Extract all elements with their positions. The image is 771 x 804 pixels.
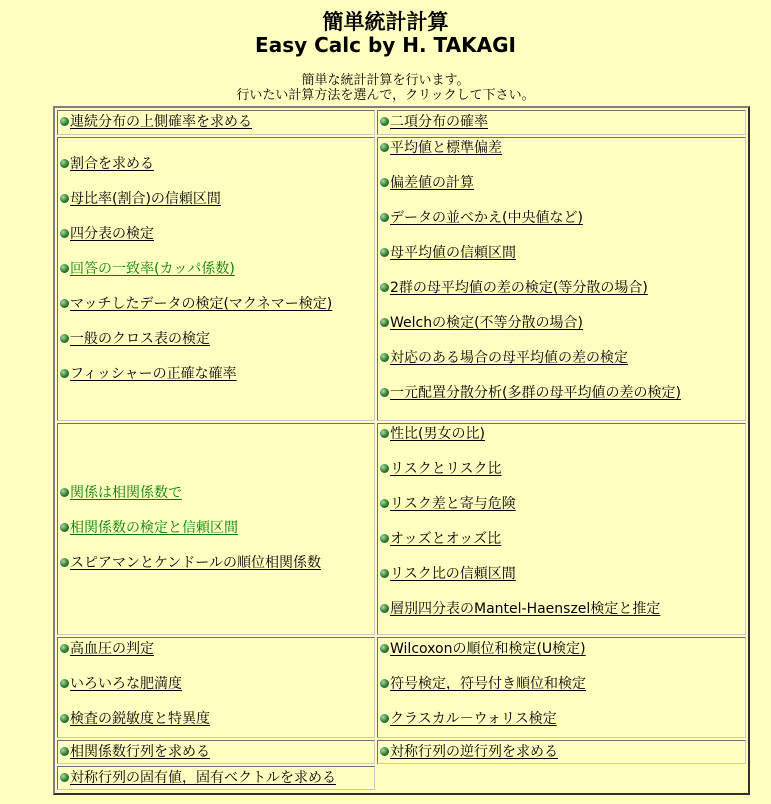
menu-link[interactable] bbox=[380, 459, 501, 479]
menu-link-label[interactable]: 偏差値の計算 bbox=[390, 175, 474, 191]
menu-link-label[interactable]: 層別四分表のMantel-Haenszel検定と推定 bbox=[390, 601, 661, 617]
menu-link[interactable] bbox=[380, 599, 660, 619]
menu-link-label[interactable]: 連続分布の上側確率を求める bbox=[70, 114, 252, 130]
menu-link[interactable] bbox=[380, 742, 558, 762]
bullet-icon bbox=[380, 178, 389, 187]
menu-link-label[interactable]: 関係は相関係数で bbox=[70, 485, 182, 501]
menu-link-label[interactable]: 検査の鋭敏度と特異度 bbox=[70, 711, 210, 727]
bullet-icon bbox=[380, 429, 389, 438]
menu-link-label[interactable]: マッチしたデータの検定(マクネマー検定) bbox=[70, 296, 333, 312]
menu-link[interactable] bbox=[380, 529, 501, 549]
bullet-icon bbox=[380, 143, 389, 152]
menu-link-label[interactable]: 四分表の検定 bbox=[70, 226, 154, 242]
menu-cell-r1-right bbox=[377, 110, 746, 135]
menu-link-label[interactable]: リスクとリスク比 bbox=[390, 461, 502, 477]
menu-link[interactable] bbox=[60, 742, 210, 762]
menu-link-label[interactable]: 対称行列の固有値，固有ベクトルを求める bbox=[70, 770, 336, 786]
menu-cell-r6-left bbox=[57, 766, 375, 790]
bullet-icon bbox=[60, 369, 69, 378]
bullet-icon bbox=[60, 523, 69, 532]
bullet-icon bbox=[60, 714, 69, 723]
bullet-icon bbox=[380, 283, 389, 292]
menu-link-label[interactable]: オッズとオッズ比 bbox=[390, 531, 502, 547]
menu-link-label[interactable]: リスク差と寄与危険 bbox=[390, 496, 516, 512]
menu-link[interactable] bbox=[60, 674, 182, 694]
bullet-icon bbox=[60, 194, 69, 203]
bullet-icon bbox=[60, 117, 69, 126]
bullet-icon bbox=[60, 679, 69, 688]
bullet-icon bbox=[380, 679, 389, 688]
menu-link-label[interactable]: 相関係数行列を求める bbox=[70, 744, 210, 760]
menu-link[interactable] bbox=[60, 189, 221, 209]
menu-link[interactable] bbox=[380, 639, 586, 659]
menu-link[interactable] bbox=[380, 112, 488, 132]
menu-link[interactable] bbox=[380, 243, 516, 263]
bullet-icon bbox=[60, 264, 69, 273]
bullet-icon bbox=[60, 159, 69, 168]
bullet-icon bbox=[60, 558, 69, 567]
menu-link[interactable] bbox=[60, 639, 154, 659]
menu-cell-r2-right bbox=[377, 137, 746, 421]
menu-table bbox=[53, 106, 750, 795]
menu-link[interactable] bbox=[380, 709, 557, 729]
bullet-icon bbox=[380, 604, 389, 613]
menu-link-label[interactable]: 対称行列の逆行列を求める bbox=[390, 744, 558, 760]
menu-link[interactable] bbox=[60, 259, 235, 279]
bullet-icon bbox=[60, 644, 69, 653]
menu-link-label[interactable]: 高血圧の判定 bbox=[70, 641, 154, 657]
menu-link-label[interactable]: 2群の母平均値の差の検定(等分散の場合) bbox=[390, 280, 648, 296]
menu-link-label[interactable]: 母比率(割合)の信頼区間 bbox=[70, 191, 221, 207]
menu-link[interactable] bbox=[60, 294, 332, 314]
menu-link-label[interactable]: 一般のクロス表の検定 bbox=[70, 331, 210, 347]
bullet-icon bbox=[380, 644, 389, 653]
menu-link[interactable] bbox=[60, 364, 237, 384]
bullet-icon bbox=[380, 464, 389, 473]
menu-cell-r2-left bbox=[57, 137, 375, 421]
menu-link-label[interactable]: いろいろな肥満度 bbox=[70, 676, 182, 692]
menu-link[interactable] bbox=[380, 424, 485, 444]
menu-link[interactable] bbox=[60, 483, 182, 503]
menu-link-label[interactable]: 対応のある場合の母平均値の差の検定 bbox=[390, 350, 628, 366]
menu-link-label[interactable]: スピアマンとケンドールの順位相関係数 bbox=[70, 555, 322, 571]
menu-link[interactable] bbox=[380, 564, 516, 584]
menu-link-label[interactable]: 性比(男女の比) bbox=[390, 426, 485, 442]
menu-link[interactable] bbox=[60, 154, 154, 174]
menu-cell-r4-left bbox=[57, 637, 375, 738]
menu-link-label[interactable]: 一元配置分散分析(多群の母平均値の差の検定) bbox=[390, 385, 681, 401]
bullet-icon bbox=[380, 569, 389, 578]
menu-cell-r3-right bbox=[377, 423, 746, 635]
menu-link[interactable] bbox=[60, 224, 154, 244]
bullet-icon bbox=[380, 213, 389, 222]
menu-link-label[interactable]: 回答の一致率(カッパ係数) bbox=[70, 261, 235, 277]
bullet-icon bbox=[60, 747, 69, 756]
page-subtitle: Easy Calc by H. TAKAGI bbox=[255, 33, 516, 57]
intro-line-2: 行いたい計算方法を選んで，クリックして下さい。 bbox=[236, 88, 535, 103]
page-title: 簡単統計計算 bbox=[322, 10, 449, 34]
bullet-icon bbox=[380, 318, 389, 327]
bullet-icon bbox=[380, 714, 389, 723]
menu-link[interactable] bbox=[380, 674, 586, 694]
menu-link[interactable] bbox=[380, 383, 681, 403]
menu-link[interactable] bbox=[380, 494, 516, 514]
bullet-icon bbox=[380, 499, 389, 508]
bullet-icon bbox=[380, 248, 389, 257]
menu-link[interactable] bbox=[60, 709, 210, 729]
menu-cell-r5-left bbox=[57, 740, 375, 764]
bullet-icon bbox=[60, 334, 69, 343]
menu-link[interactable] bbox=[380, 138, 502, 158]
menu-link-label[interactable]: フィッシャーの正確な確率 bbox=[70, 366, 237, 382]
bullet-icon bbox=[60, 229, 69, 238]
menu-link[interactable] bbox=[60, 553, 321, 573]
bullet-icon bbox=[380, 534, 389, 543]
menu-link[interactable] bbox=[380, 208, 583, 228]
menu-link-label[interactable]: データの並べかえ(中央値など) bbox=[390, 210, 583, 226]
menu-link[interactable] bbox=[380, 348, 628, 368]
bullet-icon bbox=[380, 388, 389, 397]
menu-link[interactable] bbox=[380, 278, 648, 298]
menu-link[interactable] bbox=[60, 329, 210, 349]
menu-cell-r4-right bbox=[377, 637, 746, 738]
menu-link-label[interactable]: 二項分布の確率 bbox=[390, 114, 488, 130]
menu-link[interactable] bbox=[380, 313, 583, 333]
menu-link-label[interactable]: クラスカル－ウォリス検定 bbox=[390, 711, 557, 727]
menu-cell-r1-left bbox=[57, 110, 375, 135]
menu-link-label[interactable]: 相関係数の検定と信頼区間 bbox=[70, 520, 238, 536]
bullet-icon bbox=[60, 299, 69, 308]
menu-link-label[interactable]: Wilcoxonの順位和検定(U検定) bbox=[390, 641, 586, 657]
menu-link-label[interactable]: 平均値と標準偏差 bbox=[390, 140, 502, 156]
menu-link-label[interactable]: Welchの検定(不等分散の場合) bbox=[390, 315, 584, 331]
intro-text bbox=[0, 73, 771, 103]
menu-link[interactable] bbox=[380, 173, 474, 193]
menu-link-label[interactable]: 符号検定，符号付き順位和検定 bbox=[390, 676, 586, 692]
bullet-icon bbox=[380, 353, 389, 362]
bullet-icon bbox=[60, 773, 69, 782]
bullet-icon bbox=[60, 488, 69, 497]
menu-cell-r5-right bbox=[377, 740, 746, 764]
menu-link[interactable] bbox=[60, 768, 336, 788]
menu-link[interactable] bbox=[60, 518, 238, 538]
bullet-icon bbox=[380, 747, 389, 756]
bullet-icon bbox=[380, 117, 389, 126]
menu-link[interactable] bbox=[60, 112, 252, 132]
menu-link-label[interactable]: リスク比の信頼区間 bbox=[390, 566, 516, 582]
intro-line-1: 簡単な統計計算を行います。 bbox=[301, 73, 470, 88]
menu-link-label[interactable]: 母平均値の信頼区間 bbox=[390, 245, 516, 261]
menu-link-label[interactable]: 割合を求める bbox=[70, 156, 154, 172]
menu-cell-r3-left bbox=[57, 423, 375, 635]
